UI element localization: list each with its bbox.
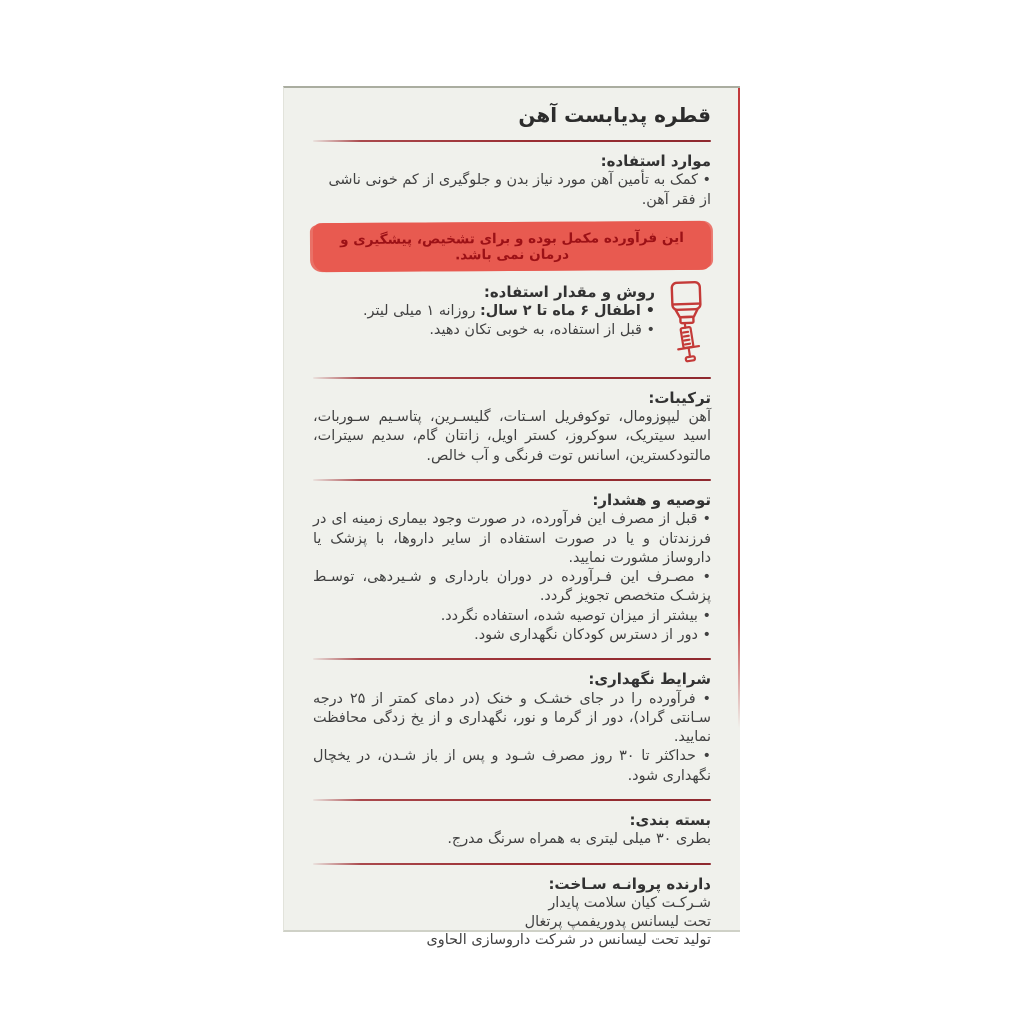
ingredients-body: آهن لیپوزومال، توکوفریل اسـتات، گلیسـرین، پتاسـیم سـوربات، اسید سیتریک، سوکروز، کستر اویل، زانتان گام، سدیم سیترات، مالتودکسترین، اسانس توت فرنگی و آب خالص. <box>313 409 711 464</box>
dosage-age-range: • اطفال ۶ ماه تا ۲ سال: <box>479 303 655 320</box>
dosage-bullet-age <box>313 302 655 321</box>
usage-heading: موارد استفاده: <box>600 152 711 170</box>
license-heading: دارنده پروانـه سـاخت: <box>548 874 711 893</box>
section-storage <box>313 669 711 786</box>
section-packaging <box>313 810 711 850</box>
section-divider <box>313 140 711 142</box>
advice-heading: توصیه و هشدار: <box>592 490 711 509</box>
dosage-bullet-shake: • قبل از استفاده، به خوبی تکان دهید. <box>429 322 655 339</box>
section-ingredients <box>313 388 711 466</box>
section-license-holder <box>313 874 711 950</box>
advice-bullet: • بیشتر از میزان توصیه شده، استفاده نگردد. <box>440 607 711 624</box>
bottle-with-syringe-icon <box>662 279 713 365</box>
storage-bullet: • حداکثر تا ۳۰ روز مصرف شـود و پس از باز شـدن، در یخچال نگهداری شود. <box>313 748 711 784</box>
product-title: قطره پدیابست آهن <box>518 103 711 127</box>
license-line: تولید تحت لیسانس در شرکت داروسازی الحاوی <box>426 932 711 949</box>
storage-heading: شرایط نگهداری: <box>588 670 711 689</box>
usage-bullet: • کمک به تأمین آهن مورد نیاز بدن و جلوگیری از کم خونی ناشی از فقر آهن. <box>328 172 711 208</box>
section-dosage <box>313 282 711 364</box>
warning-banner: این فرآورده مکمل بوده و برای تشخیص، پیشگیری و درمان نمی باشد. <box>313 221 711 272</box>
advice-bullet: • دور از دسترس کودکان نگهداری شود. <box>474 627 711 644</box>
section-divider <box>313 377 711 379</box>
box-red-side-edge <box>738 88 740 728</box>
storage-bullet: • فرآورده را در جای خشـک و خنک (در دمای کمتر از ۲۵ درجه سـانتی گراد)، دور از گرما و نور، نگهداری و از یخ زدگی محافظت نمایید. <box>313 690 711 746</box>
advice-bullet: • قبل از مصرف این فرآورده، در صورت وجود بیماری زمینه ای در فرزندتان و یا در صورت استفاده از سایر داروها، با پزشک یا داروساز مشورت نمایید. <box>313 511 711 566</box>
packaging-heading: بسته بندی: <box>629 811 711 830</box>
advice-bullet: • مصـرف این فـرآورده در دوران بارداری و شـیردهی، توسـط پزشـک متخصص تجویز گردد. <box>313 569 711 605</box>
section-divider <box>313 799 711 801</box>
section-divider <box>313 863 711 865</box>
section-advice <box>313 490 711 645</box>
license-line: تحت لیسانس پدوریفمپ پرتغال <box>524 913 711 930</box>
dosage-heading: روش و مقدار استفاده: <box>483 282 655 301</box>
section-usage <box>313 151 711 210</box>
section-divider <box>313 658 711 660</box>
section-divider <box>313 479 711 481</box>
dosage-amount: روزانه ۱ میلی لیتر. <box>362 303 480 320</box>
license-line: شـرکـت کیان سلامت پایدار <box>548 894 711 911</box>
packaging-body: بطری ۳۰ میلی لیتری به همراه سرنگ مدرج. <box>447 831 711 848</box>
ingredients-heading: ترکیبات: <box>648 388 711 407</box>
medicine-box-back-label <box>283 86 740 949</box>
